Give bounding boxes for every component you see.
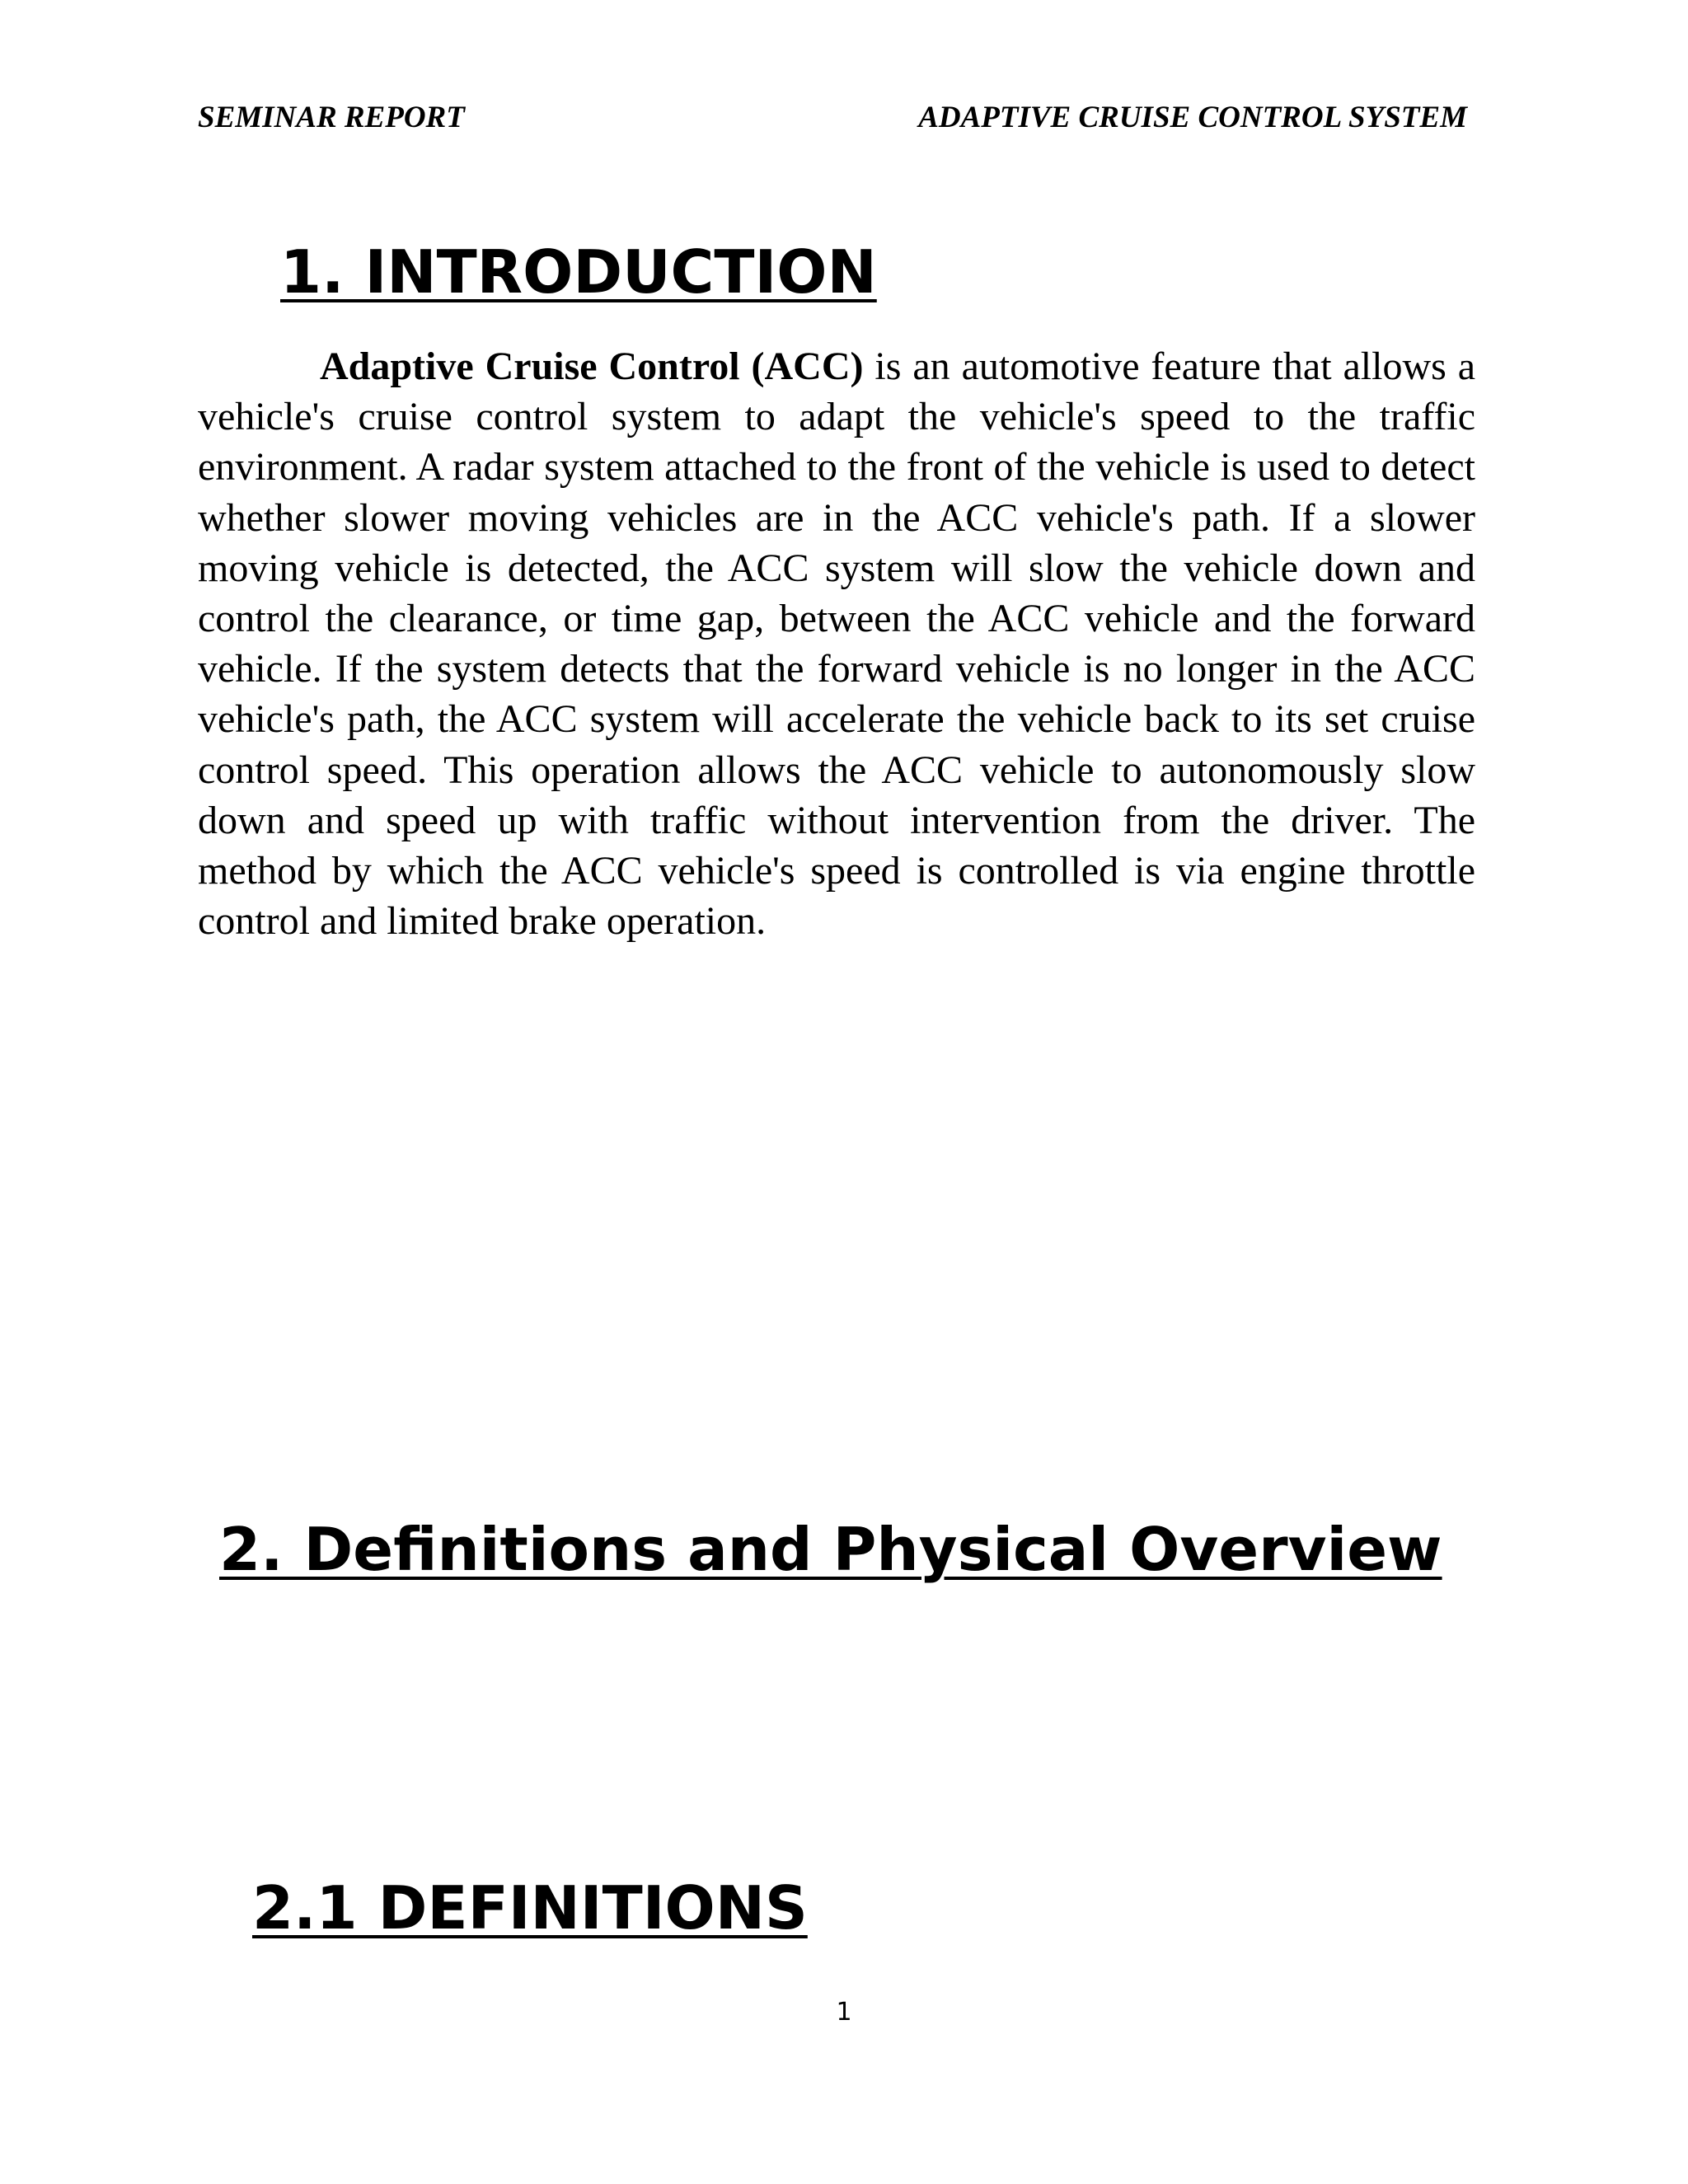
page-number: 1 [836, 1998, 852, 2027]
introduction-body-text: is an automotive feature that allows a vehicle's cruise control system to adapt the vehicle's speed to the traffic environment. A radar system attached to the front of the vehicle is used to detect whether slower moving vehicles are in the ACC vehicle's path. If a slower moving vehicle is detected, the ACC system will slow the vehicle down and control the clearance, or time gap, between the ACC vehicle and the forward vehicle. If the system detects that the forward vehicle is no longer in the ACC vehicle's path, the ACC system will accelerate the vehicle back to its set cruise control speed. This operation allows the ACC vehicle to autonomously slow down and speed up with traffic without intervention from the driver. The method by which the ACC vehicle's speed is controlled is via engine throttle control and limited brake operation. [198, 344, 1476, 944]
header-document-title: ADAPTIVE CRUISE CONTROL SYSTEM [918, 101, 1467, 134]
section-heading-definitions-overview: 2. Definitions and Physical Overview [219, 1515, 1442, 1584]
section-heading-definitions: 2.1 DEFINITIONS [252, 1873, 808, 1943]
introduction-paragraph [198, 341, 1475, 946]
section-heading-introduction: 1. INTRODUCTION [280, 237, 877, 307]
header-report-label: SEMINAR REPORT [198, 101, 465, 134]
acc-bold-term: Adaptive Cruise Control (ACC) [320, 344, 864, 388]
running-header [198, 97, 1467, 138]
